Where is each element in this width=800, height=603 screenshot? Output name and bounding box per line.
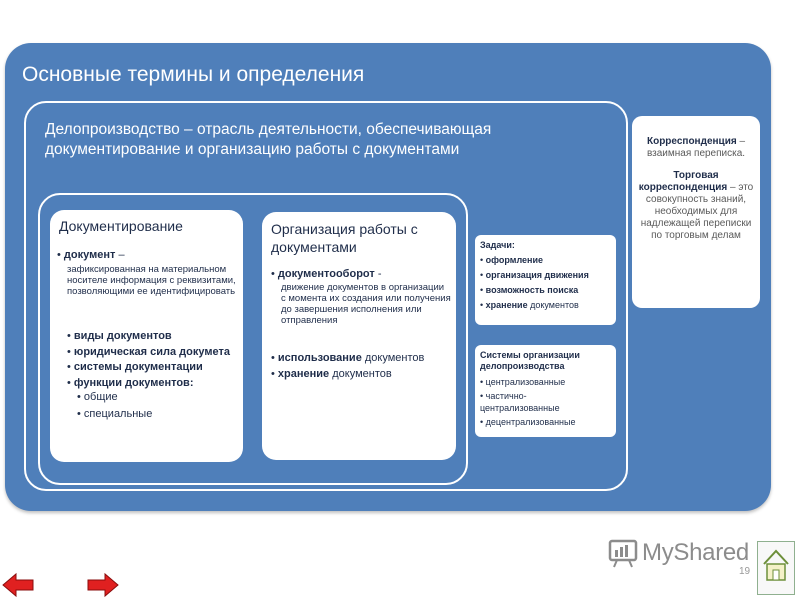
list-item: • частично-централизованные bbox=[480, 391, 560, 413]
tasks-list bbox=[480, 253, 614, 313]
trade-correspondence-term: Торговая корреспонденция bbox=[638, 170, 728, 193]
sub-list-item: • общие bbox=[77, 391, 118, 403]
list-item: • юридическая сила докумета bbox=[67, 345, 230, 358]
systems-list bbox=[480, 376, 614, 428]
workflow-term-item: • документооборот - bbox=[271, 268, 382, 280]
document-definition: зафиксированная на материальном носителе информация с реквизитами, позволяющими ее идентифицировать bbox=[67, 264, 236, 297]
next-arrow-icon bbox=[86, 572, 120, 598]
prev-arrow-icon bbox=[1, 572, 35, 598]
correspondence-term: Корреспонденция bbox=[646, 136, 737, 147]
systems-heading: Системы организации делопроизводства bbox=[480, 350, 580, 371]
definition-text: Делопроизводство – отрасль деятельности, обеспечивающая документирование и организацию работы с документами bbox=[45, 121, 492, 158]
list-item: • организация движения bbox=[480, 270, 589, 280]
systems-card bbox=[475, 345, 616, 437]
home-icon bbox=[758, 542, 794, 594]
next-slide-button[interactable] bbox=[86, 572, 120, 598]
tasks-card bbox=[475, 235, 616, 325]
list-item: • функции документов: bbox=[67, 376, 194, 389]
logo-text: MyShared bbox=[642, 539, 749, 566]
organization-card bbox=[262, 212, 456, 460]
sub-list-item: • специальные bbox=[77, 407, 153, 420]
workflow-term: документооборот bbox=[277, 268, 375, 280]
myshared-logo[interactable] bbox=[608, 538, 749, 568]
list-item: • возможность поиска bbox=[480, 285, 579, 295]
list-item: • системы документации bbox=[67, 361, 203, 373]
correspondence-card bbox=[632, 116, 760, 308]
trade-correspondence-definition: Торговая корреспонденция – это совокупность знаний, необходимых для надлежащей переписки по торговым делам bbox=[638, 170, 754, 241]
document-term: документ bbox=[63, 249, 116, 261]
workflow-definition: движение документов в организации с момента их создания или получения до завершения исполнения или отправления bbox=[281, 282, 451, 326]
workflow-term-dash: - bbox=[377, 268, 382, 280]
list-item: • хранение документов bbox=[480, 300, 579, 310]
list-item: • использование документов bbox=[271, 352, 425, 364]
prev-slide-button[interactable] bbox=[1, 572, 35, 598]
organization-list bbox=[271, 352, 453, 380]
list-item: • хранение документов bbox=[271, 367, 392, 380]
documenting-list bbox=[67, 330, 237, 420]
list-item: • децентрализованные bbox=[480, 417, 576, 427]
documenting-card bbox=[50, 210, 243, 462]
documenting-heading: Документирование bbox=[59, 218, 183, 234]
page-number: 19 bbox=[739, 566, 751, 577]
logo-icon bbox=[608, 538, 642, 568]
home-button[interactable] bbox=[757, 541, 795, 595]
list-item: • виды документов bbox=[67, 330, 172, 342]
organization-heading: Организация работы с документами bbox=[271, 221, 418, 255]
slide-title: Основные термины и определения bbox=[22, 63, 365, 86]
tasks-heading: Задачи: bbox=[480, 240, 515, 250]
document-term-item: • документ – bbox=[57, 249, 125, 261]
correspondence-definition: Корреспонденция – взаимная переписка. bbox=[646, 136, 746, 159]
list-item: • централизованные bbox=[480, 377, 566, 387]
document-term-dash: – bbox=[118, 249, 125, 261]
list-item: • оформление bbox=[480, 255, 544, 265]
